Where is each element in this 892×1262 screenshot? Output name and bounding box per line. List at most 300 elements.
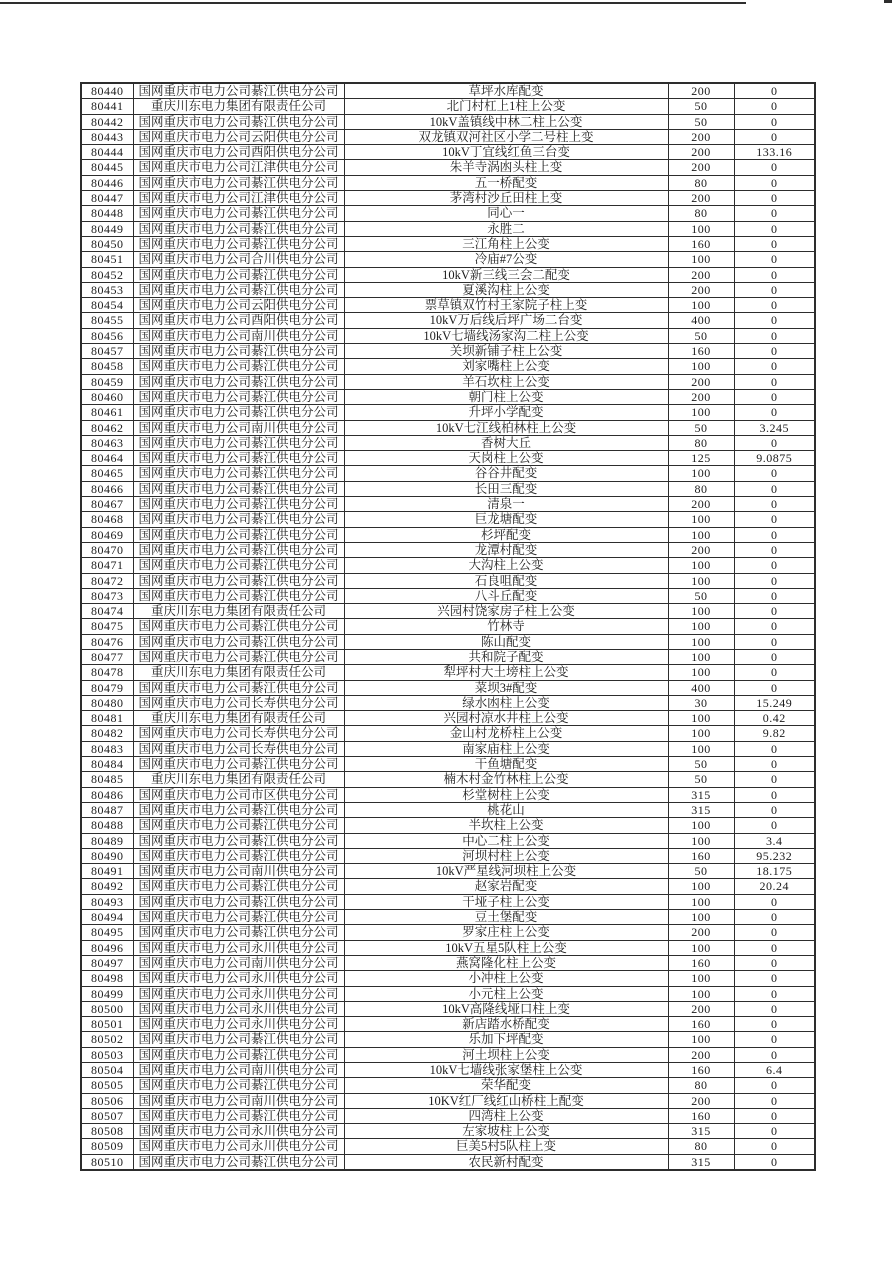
table-row xyxy=(81,1139,815,1154)
output-value-cell: 0 xyxy=(734,818,815,833)
station-name-cell: 香树大丘 xyxy=(344,435,668,450)
row-id-cell: 80445 xyxy=(81,160,133,175)
row-id-cell: 80477 xyxy=(81,649,133,664)
output-value-cell: 0 xyxy=(734,328,815,343)
row-id-cell: 80447 xyxy=(81,191,133,206)
station-name-cell: 冷庙#7公变 xyxy=(344,252,668,267)
table-row xyxy=(81,573,815,588)
company-name-cell: 国网重庆市电力公司綦江供电分公司 xyxy=(133,497,344,512)
row-id-cell: 80491 xyxy=(81,864,133,879)
row-id-cell: 80507 xyxy=(81,1108,133,1123)
output-value-cell: 6.4 xyxy=(734,1063,815,1078)
company-name-cell: 国网重庆市电力公司綦江供电分公司 xyxy=(133,558,344,573)
capacity-cell: 100 xyxy=(668,405,734,420)
row-id-cell: 80500 xyxy=(81,1001,133,1016)
table-row xyxy=(81,114,815,129)
table-row xyxy=(81,435,815,450)
output-value-cell: 0 xyxy=(734,344,815,359)
table-row xyxy=(81,420,815,435)
table-row xyxy=(81,864,815,879)
output-value-cell: 18.175 xyxy=(734,864,815,879)
company-name-cell: 国网重庆市电力公司綦江供电分公司 xyxy=(133,282,344,297)
table-row xyxy=(81,1078,815,1093)
table-row xyxy=(81,772,815,787)
station-name-cell: 北门村杠上1柱上公变 xyxy=(344,99,668,114)
table-row xyxy=(81,145,815,160)
company-name-cell: 国网重庆市电力公司綦江供电分公司 xyxy=(133,1078,344,1093)
row-id-cell: 80475 xyxy=(81,619,133,634)
row-id-cell: 80458 xyxy=(81,359,133,374)
output-value-cell: 0 xyxy=(734,925,815,940)
table-row xyxy=(81,833,815,848)
station-name-cell: 五一桥配变 xyxy=(344,175,668,190)
company-name-cell: 国网重庆市电力公司南川供电分公司 xyxy=(133,328,344,343)
station-name-cell: 八斗丘配变 xyxy=(344,588,668,603)
output-value-cell: 0 xyxy=(734,435,815,450)
row-id-cell: 80440 xyxy=(81,83,133,99)
output-value-cell: 0 xyxy=(734,971,815,986)
output-value-cell: 0 xyxy=(734,894,815,909)
station-name-cell: 刘家嘴柱上公变 xyxy=(344,359,668,374)
table-row xyxy=(81,129,815,144)
station-name-cell: 10kV万后线后坪广场二台变 xyxy=(344,313,668,328)
row-id-cell: 80488 xyxy=(81,818,133,833)
row-id-cell: 80483 xyxy=(81,741,133,756)
table-row xyxy=(81,649,815,664)
capacity-cell: 50 xyxy=(668,864,734,879)
capacity-cell: 100 xyxy=(668,619,734,634)
company-name-cell: 国网重庆市电力公司永川供电分公司 xyxy=(133,1124,344,1139)
row-id-cell: 80443 xyxy=(81,129,133,144)
table-row xyxy=(81,619,815,634)
table-row xyxy=(81,604,815,619)
output-value-cell: 0 xyxy=(734,466,815,481)
row-id-cell: 80499 xyxy=(81,986,133,1001)
station-name-cell: 四湾柱上公变 xyxy=(344,1108,668,1123)
output-value-cell: 0 xyxy=(734,802,815,817)
station-name-cell: 10kV新三线三会二配变 xyxy=(344,267,668,282)
station-name-cell: 犁坪村大土塝柱上公变 xyxy=(344,665,668,680)
output-value-cell: 0 xyxy=(734,1047,815,1062)
capacity-cell: 100 xyxy=(668,741,734,756)
table-row xyxy=(81,344,815,359)
output-value-cell: 0 xyxy=(734,604,815,619)
output-value-cell: 0 xyxy=(734,680,815,695)
company-name-cell: 国网重庆市电力公司綦江供电分公司 xyxy=(133,512,344,527)
output-value-cell: 0 xyxy=(734,236,815,251)
table-row xyxy=(81,466,815,481)
output-value-cell: 0 xyxy=(734,160,815,175)
capacity-cell: 80 xyxy=(668,206,734,221)
station-name-cell: 中心二柱上公变 xyxy=(344,833,668,848)
company-name-cell: 国网重庆市电力公司长寿供电分公司 xyxy=(133,695,344,710)
row-id-cell: 80510 xyxy=(81,1154,133,1170)
station-name-cell: 票草镇双竹村王家院子柱上变 xyxy=(344,298,668,313)
station-name-cell: 清泉一 xyxy=(344,497,668,512)
company-name-cell: 国网重庆市电力公司綦江供电分公司 xyxy=(133,680,344,695)
capacity-cell: 315 xyxy=(668,1154,734,1170)
station-name-cell: 龙潭村配变 xyxy=(344,542,668,557)
station-name-cell: 菜坝3#配变 xyxy=(344,680,668,695)
table-row xyxy=(81,83,815,99)
row-id-cell: 80490 xyxy=(81,848,133,863)
output-value-cell: 9.82 xyxy=(734,726,815,741)
capacity-cell: 100 xyxy=(668,1032,734,1047)
page-top-rule xyxy=(0,2,746,4)
station-name-cell: 兴园村饶家房子柱上公变 xyxy=(344,604,668,619)
row-id-cell: 80502 xyxy=(81,1032,133,1047)
output-value-cell: 0 xyxy=(734,741,815,756)
table-row xyxy=(81,221,815,236)
output-value-cell: 0 xyxy=(734,481,815,496)
output-value-cell: 0 xyxy=(734,558,815,573)
capacity-cell: 200 xyxy=(668,129,734,144)
company-name-cell: 国网重庆市电力公司永川供电分公司 xyxy=(133,971,344,986)
output-value-cell: 0 xyxy=(734,649,815,664)
capacity-cell: 100 xyxy=(668,466,734,481)
output-value-cell: 0 xyxy=(734,573,815,588)
capacity-cell: 30 xyxy=(668,695,734,710)
table-row xyxy=(81,665,815,680)
capacity-cell: 160 xyxy=(668,344,734,359)
company-name-cell: 国网重庆市电力公司南川供电分公司 xyxy=(133,420,344,435)
output-value-cell: 95.232 xyxy=(734,848,815,863)
output-value-cell: 0 xyxy=(734,1124,815,1139)
table-row xyxy=(81,374,815,389)
output-value-cell: 0 xyxy=(734,252,815,267)
capacity-cell: 100 xyxy=(668,665,734,680)
table-row xyxy=(81,236,815,251)
company-name-cell: 国网重庆市电力公司永川供电分公司 xyxy=(133,1139,344,1154)
capacity-cell: 160 xyxy=(668,955,734,970)
station-name-cell: 荣华配变 xyxy=(344,1078,668,1093)
company-name-cell: 国网重庆市电力公司綦江供电分公司 xyxy=(133,405,344,420)
output-value-cell: 0 xyxy=(734,772,815,787)
company-name-cell: 国网重庆市电力公司綦江供电分公司 xyxy=(133,634,344,649)
table-row xyxy=(81,267,815,282)
company-name-cell: 重庆川东电力集团有限责任公司 xyxy=(133,665,344,680)
row-id-cell: 80474 xyxy=(81,604,133,619)
company-name-cell: 国网重庆市电力公司合川供电分公司 xyxy=(133,252,344,267)
output-value-cell: 0 xyxy=(734,1093,815,1108)
station-name-cell: 三江角柱上公变 xyxy=(344,236,668,251)
company-name-cell: 国网重庆市电力公司綦江供电分公司 xyxy=(133,1108,344,1123)
output-value-cell: 0 xyxy=(734,787,815,802)
station-name-cell: 草坪水库配变 xyxy=(344,83,668,99)
output-value-cell: 0 xyxy=(734,99,815,114)
capacity-cell: 200 xyxy=(668,191,734,206)
station-name-cell: 小冲柱上公变 xyxy=(344,971,668,986)
company-name-cell: 国网重庆市电力公司綦江供电分公司 xyxy=(133,206,344,221)
table-row xyxy=(81,527,815,542)
output-value-cell: 0.42 xyxy=(734,711,815,726)
capacity-cell: 315 xyxy=(668,802,734,817)
row-id-cell: 80489 xyxy=(81,833,133,848)
table-row xyxy=(81,741,815,756)
station-name-cell: 10KV红厂线红山桥柱上配变 xyxy=(344,1093,668,1108)
company-name-cell: 国网重庆市电力公司綦江供电分公司 xyxy=(133,1154,344,1170)
row-id-cell: 80476 xyxy=(81,634,133,649)
table-row xyxy=(81,405,815,420)
company-name-cell: 国网重庆市电力公司綦江供电分公司 xyxy=(133,236,344,251)
company-name-cell: 国网重庆市电力公司綦江供电分公司 xyxy=(133,344,344,359)
row-id-cell: 80498 xyxy=(81,971,133,986)
station-name-cell: 天岗柱上公变 xyxy=(344,451,668,466)
company-name-cell: 重庆川东电力集团有限责任公司 xyxy=(133,772,344,787)
capacity-cell: 80 xyxy=(668,1139,734,1154)
capacity-cell: 50 xyxy=(668,328,734,343)
capacity-cell: 100 xyxy=(668,986,734,1001)
table-row xyxy=(81,925,815,940)
capacity-cell: 80 xyxy=(668,435,734,450)
capacity-cell: 100 xyxy=(668,512,734,527)
output-value-cell: 0 xyxy=(734,374,815,389)
row-id-cell: 80453 xyxy=(81,282,133,297)
station-name-cell: 10kV七墙线汤家沟二柱上公变 xyxy=(344,328,668,343)
capacity-cell: 100 xyxy=(668,940,734,955)
capacity-cell: 100 xyxy=(668,971,734,986)
table-row xyxy=(81,802,815,817)
company-name-cell: 国网重庆市电力公司綦江供电分公司 xyxy=(133,267,344,282)
output-value-cell: 0 xyxy=(734,298,815,313)
output-value-cell: 0 xyxy=(734,1001,815,1016)
capacity-cell: 100 xyxy=(668,833,734,848)
station-name-cell: 农民新村配变 xyxy=(344,1154,668,1170)
company-name-cell: 国网重庆市电力公司酉阳供电分公司 xyxy=(133,313,344,328)
station-name-cell: 10kV五星5队柱上公变 xyxy=(344,940,668,955)
row-id-cell: 80442 xyxy=(81,114,133,129)
company-name-cell: 国网重庆市电力公司綦江供电分公司 xyxy=(133,359,344,374)
table-row xyxy=(81,879,815,894)
output-value-cell: 0 xyxy=(734,619,815,634)
row-id-cell: 80449 xyxy=(81,221,133,236)
output-value-cell: 0 xyxy=(734,191,815,206)
capacity-cell: 80 xyxy=(668,175,734,190)
station-name-cell: 永胜二 xyxy=(344,221,668,236)
capacity-cell: 50 xyxy=(668,420,734,435)
output-value-cell: 0 xyxy=(734,757,815,772)
capacity-cell: 160 xyxy=(668,1017,734,1032)
row-id-cell: 80492 xyxy=(81,879,133,894)
company-name-cell: 国网重庆市电力公司市区供电分公司 xyxy=(133,787,344,802)
company-name-cell: 国网重庆市电力公司綦江供电分公司 xyxy=(133,757,344,772)
output-value-cell: 0 xyxy=(734,129,815,144)
table-row xyxy=(81,848,815,863)
capacity-cell: 100 xyxy=(668,910,734,925)
capacity-cell: 200 xyxy=(668,282,734,297)
table-row xyxy=(81,680,815,695)
capacity-cell: 200 xyxy=(668,389,734,404)
capacity-cell: 200 xyxy=(668,925,734,940)
station-name-cell: 半坎柱上公变 xyxy=(344,818,668,833)
capacity-cell: 125 xyxy=(668,451,734,466)
row-id-cell: 80487 xyxy=(81,802,133,817)
company-name-cell: 国网重庆市电力公司綦江供电分公司 xyxy=(133,910,344,925)
capacity-cell: 100 xyxy=(668,726,734,741)
table-row xyxy=(81,1032,815,1047)
table-row xyxy=(81,252,815,267)
station-name-cell: 干鱼塘配变 xyxy=(344,757,668,772)
output-value-cell: 0 xyxy=(734,955,815,970)
row-id-cell: 80448 xyxy=(81,206,133,221)
station-name-cell: 谷谷井配变 xyxy=(344,466,668,481)
row-id-cell: 80451 xyxy=(81,252,133,267)
row-id-cell: 80472 xyxy=(81,573,133,588)
station-name-cell: 10kV高隆线垭口柱上变 xyxy=(344,1001,668,1016)
capacity-cell: 200 xyxy=(668,145,734,160)
table-row xyxy=(81,1017,815,1032)
station-name-cell: 桃花山 xyxy=(344,802,668,817)
output-value-cell: 9.0875 xyxy=(734,451,815,466)
table-row xyxy=(81,634,815,649)
row-id-cell: 80473 xyxy=(81,588,133,603)
row-id-cell: 80456 xyxy=(81,328,133,343)
company-name-cell: 国网重庆市电力公司长寿供电分公司 xyxy=(133,726,344,741)
row-id-cell: 80455 xyxy=(81,313,133,328)
company-name-cell: 国网重庆市电力公司綦江供电分公司 xyxy=(133,925,344,940)
output-value-cell: 0 xyxy=(734,665,815,680)
table-row xyxy=(81,1108,815,1123)
table-row xyxy=(81,313,815,328)
station-name-cell: 杉坪配变 xyxy=(344,527,668,542)
company-name-cell: 国网重庆市电力公司綦江供电分公司 xyxy=(133,818,344,833)
station-name-cell: 共和院子配变 xyxy=(344,649,668,664)
company-name-cell: 国网重庆市电力公司南川供电分公司 xyxy=(133,1093,344,1108)
station-name-cell: 罗家庄柱上公变 xyxy=(344,925,668,940)
output-value-cell: 0 xyxy=(734,389,815,404)
table-row xyxy=(81,359,815,374)
table-row xyxy=(81,818,815,833)
capacity-cell: 100 xyxy=(668,894,734,909)
capacity-cell: 100 xyxy=(668,573,734,588)
row-id-cell: 80508 xyxy=(81,1124,133,1139)
station-name-cell: 10kV七江线柏林柱上公变 xyxy=(344,420,668,435)
table-row xyxy=(81,1047,815,1062)
row-id-cell: 80467 xyxy=(81,497,133,512)
output-value-cell: 15.249 xyxy=(734,695,815,710)
capacity-cell: 200 xyxy=(668,542,734,557)
company-name-cell: 国网重庆市电力公司綦江供电分公司 xyxy=(133,175,344,190)
row-id-cell: 80505 xyxy=(81,1078,133,1093)
company-name-cell: 国网重庆市电力公司綦江供电分公司 xyxy=(133,481,344,496)
table-row xyxy=(81,1001,815,1016)
output-value-cell: 0 xyxy=(734,512,815,527)
station-name-cell: 楠木村金竹林柱上公变 xyxy=(344,772,668,787)
company-name-cell: 国网重庆市电力公司綦江供电分公司 xyxy=(133,588,344,603)
station-name-cell: 绿水凼柱上公变 xyxy=(344,695,668,710)
station-name-cell: 关坝新铺子柱上公变 xyxy=(344,344,668,359)
company-name-cell: 国网重庆市电力公司永川供电分公司 xyxy=(133,986,344,1001)
row-id-cell: 80441 xyxy=(81,99,133,114)
row-id-cell: 80471 xyxy=(81,558,133,573)
capacity-cell: 50 xyxy=(668,757,734,772)
capacity-cell: 100 xyxy=(668,711,734,726)
table-row xyxy=(81,497,815,512)
station-name-cell: 燕窝隆化柱上公变 xyxy=(344,955,668,970)
capacity-cell: 160 xyxy=(668,236,734,251)
company-name-cell: 国网重庆市电力公司綦江供电分公司 xyxy=(133,542,344,557)
capacity-cell: 50 xyxy=(668,114,734,129)
station-name-cell: 长田三配变 xyxy=(344,481,668,496)
output-value-cell: 3.4 xyxy=(734,833,815,848)
capacity-cell: 100 xyxy=(668,221,734,236)
table-row xyxy=(81,971,815,986)
table-row xyxy=(81,99,815,114)
capacity-cell: 100 xyxy=(668,298,734,313)
row-id-cell: 80486 xyxy=(81,787,133,802)
station-name-cell: 升坪小学配变 xyxy=(344,405,668,420)
row-id-cell: 80496 xyxy=(81,940,133,955)
row-id-cell: 80461 xyxy=(81,405,133,420)
output-value-cell: 0 xyxy=(734,282,815,297)
station-name-cell: 豆土堡配变 xyxy=(344,910,668,925)
table-row xyxy=(81,481,815,496)
row-id-cell: 80503 xyxy=(81,1047,133,1062)
table-row xyxy=(81,451,815,466)
capacity-cell: 200 xyxy=(668,160,734,175)
output-value-cell: 0 xyxy=(734,634,815,649)
station-name-cell: 10kV严星线河坝柱上公变 xyxy=(344,864,668,879)
output-value-cell: 0 xyxy=(734,1108,815,1123)
output-value-cell: 0 xyxy=(734,542,815,557)
row-id-cell: 80481 xyxy=(81,711,133,726)
company-name-cell: 国网重庆市电力公司綦江供电分公司 xyxy=(133,527,344,542)
row-id-cell: 80495 xyxy=(81,925,133,940)
row-id-cell: 80494 xyxy=(81,910,133,925)
station-name-cell: 新店踏水桥配变 xyxy=(344,1017,668,1032)
company-name-cell: 国网重庆市电力公司南川供电分公司 xyxy=(133,955,344,970)
table-row xyxy=(81,328,815,343)
table-row xyxy=(81,512,815,527)
row-id-cell: 80462 xyxy=(81,420,133,435)
output-value-cell: 20.24 xyxy=(734,879,815,894)
company-name-cell: 国网重庆市电力公司綦江供电分公司 xyxy=(133,833,344,848)
output-value-cell: 3.245 xyxy=(734,420,815,435)
station-name-cell: 10kV七墙线张家堡柱上公变 xyxy=(344,1063,668,1078)
output-value-cell: 0 xyxy=(734,1032,815,1047)
output-value-cell: 0 xyxy=(734,588,815,603)
table-row xyxy=(81,206,815,221)
table-row xyxy=(81,389,815,404)
output-value-cell: 0 xyxy=(734,910,815,925)
row-id-cell: 80470 xyxy=(81,542,133,557)
capacity-cell: 100 xyxy=(668,558,734,573)
table-row xyxy=(81,282,815,297)
row-id-cell: 80509 xyxy=(81,1139,133,1154)
company-name-cell: 国网重庆市电力公司南川供电分公司 xyxy=(133,864,344,879)
capacity-cell: 50 xyxy=(668,588,734,603)
station-name-cell: 10kV丁宜线红鱼三台变 xyxy=(344,145,668,160)
capacity-cell: 200 xyxy=(668,1093,734,1108)
company-name-cell: 国网重庆市电力公司永川供电分公司 xyxy=(133,940,344,955)
company-name-cell: 国网重庆市电力公司綦江供电分公司 xyxy=(133,374,344,389)
company-name-cell: 国网重庆市电力公司綦江供电分公司 xyxy=(133,649,344,664)
capacity-cell: 200 xyxy=(668,1047,734,1062)
station-name-cell: 兴园村凉水井柱上公变 xyxy=(344,711,668,726)
output-value-cell: 0 xyxy=(734,986,815,1001)
row-id-cell: 80504 xyxy=(81,1063,133,1078)
table-row xyxy=(81,1124,815,1139)
row-id-cell: 80460 xyxy=(81,389,133,404)
company-name-cell: 重庆川东电力集团有限责任公司 xyxy=(133,99,344,114)
table-row xyxy=(81,910,815,925)
capacity-cell: 100 xyxy=(668,879,734,894)
row-id-cell: 80465 xyxy=(81,466,133,481)
row-id-cell: 80466 xyxy=(81,481,133,496)
station-name-cell: 河坝村柱上公变 xyxy=(344,848,668,863)
station-name-cell: 茅湾村沙丘田柱上变 xyxy=(344,191,668,206)
company-name-cell: 国网重庆市电力公司綦江供电分公司 xyxy=(133,894,344,909)
